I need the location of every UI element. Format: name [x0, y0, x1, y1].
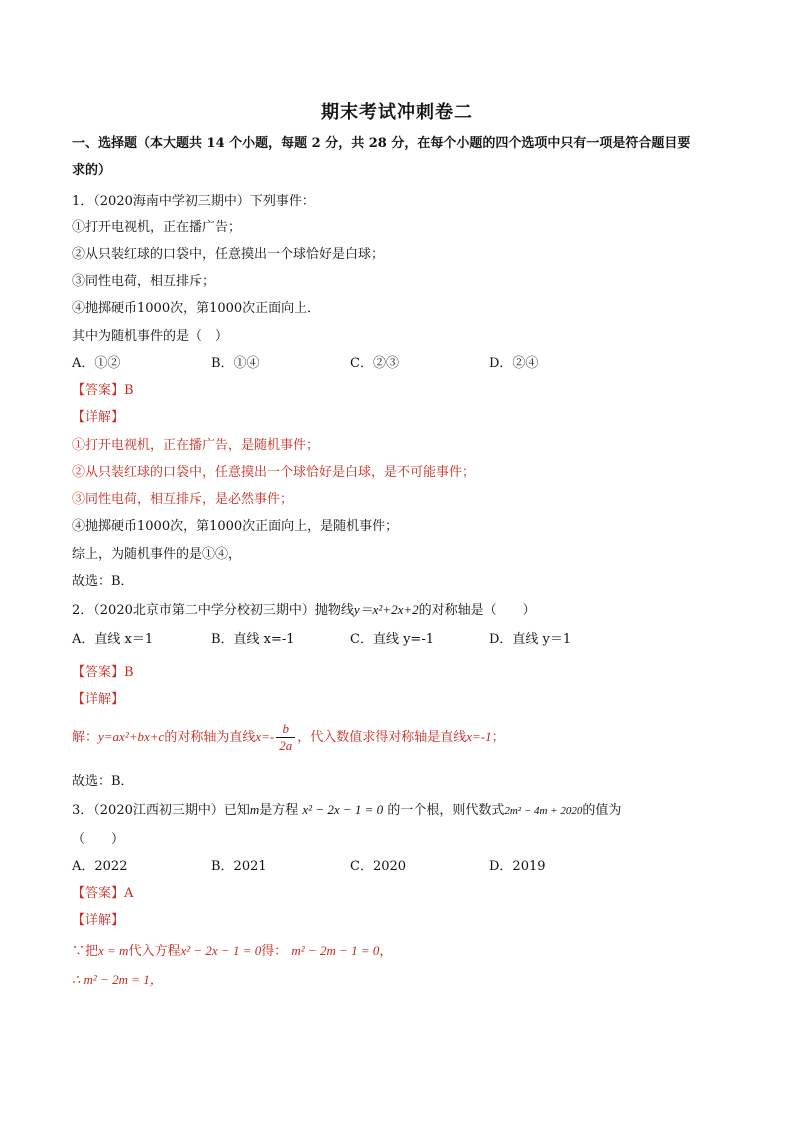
q2-sol-after: ，代入数值求得对称轴是直线	[297, 730, 467, 745]
q3-detail1-prefix: ∵把	[72, 944, 99, 959]
q2-answer	[72, 664, 134, 682]
q3-stem-mid: 是方程	[259, 803, 299, 818]
q1-item-1: ①打开电视机，正在播广告；	[72, 220, 242, 235]
q3-option-d: D．2019	[489, 859, 546, 874]
q3-stem-mid2: 的一个根，则代数式	[387, 803, 505, 818]
q2-stem-suffix: 的对称轴是（ ）	[418, 603, 536, 618]
q2-stem-prefix: 2．（2020北京市第二中学分校初三期中）抛物线	[72, 603, 354, 618]
q3-stem	[72, 801, 621, 820]
q2-option-d: D．直线 y＝1	[489, 632, 572, 647]
answer-label: 【答案】	[72, 383, 125, 398]
q2-stem	[72, 601, 536, 620]
q2-sol-mid: 的对称轴为直线	[164, 730, 256, 745]
q3-stem-suffix: 的值为	[582, 803, 622, 818]
q1-summary: 综上，为随机事件的是①④，	[72, 547, 242, 562]
q1-option-d: D．②④	[489, 356, 539, 371]
q2-sol-formula: y=ax²+bx+c	[98, 729, 165, 744]
q2-option-a: A．直线 x＝1	[72, 632, 154, 647]
q1-option-c: C．②③	[350, 356, 399, 371]
q3-option-a: A．2022	[72, 859, 128, 874]
q1-detail-3: ③同性电荷，相互排斥，是必然事件；	[72, 492, 294, 507]
q2-solution	[72, 720, 505, 755]
section-heading: 一、选择题（本大题共 14 个小题，每题 2 分，共 28 分，在每个小题的四个选项中只有一项是符合题目要	[72, 136, 691, 151]
q3-options	[72, 858, 546, 876]
answer-label: 【答案】	[72, 665, 125, 680]
q3-detail1-result: m² − 2m − 1 = 0	[291, 943, 380, 958]
q3-detail-2: ∴ m² − 2m = 1，	[72, 972, 163, 987]
q1-item-3: ③同性电荷，相互排斥；	[72, 274, 216, 289]
q2-detail-label: 【详解】	[72, 692, 125, 707]
q1-question: 其中为随机事件的是（ ）	[72, 329, 229, 344]
q2-options	[72, 631, 571, 649]
q1-detail-1: ①打开电视机，正在播广告，是随机事件；	[72, 438, 320, 453]
q1-detail-2: ②从只装红球的口袋中，任意摸出一个球恰好是白球，是不可能事件；	[72, 465, 476, 480]
q1-item-2: ②从只装红球的口袋中，任意摸出一个球恰好是白球；	[72, 247, 385, 262]
q3-answer	[72, 885, 133, 903]
q1-detail-4: ④抛掷硬币1000次，第1000次正面向上，是随机事件；	[72, 519, 399, 534]
q3-detail1-sub: x = m	[98, 943, 129, 958]
page-title: 期末考试冲刺卷二	[321, 102, 473, 123]
q3-stem-expression: 2m² − 4m + 2020	[504, 805, 583, 817]
q1-detail-label: 【详解】	[72, 410, 125, 425]
q3-stem-m: m	[249, 802, 260, 817]
q3-detail-label: 【详解】	[72, 913, 125, 928]
q3-answer-value: A	[124, 886, 134, 901]
q3-detail-1	[72, 942, 392, 961]
q1-answer	[72, 382, 134, 400]
q2-option-c: C．直线 y=-1	[350, 632, 434, 647]
q2-stem-formula: y＝x²+2x+2	[353, 602, 419, 617]
q2-answer-value: B	[124, 665, 134, 680]
q3-paren: （ ）	[72, 832, 125, 847]
q1-option-a: A．①②	[72, 356, 121, 371]
q2-sol-prefix: 解：	[72, 730, 99, 745]
q3-detail1-mid2: 得：	[261, 944, 288, 959]
q1-choose: 故选：B．	[72, 574, 134, 589]
answer-label: 【答案】	[72, 886, 125, 901]
q1-option-b: B．①④	[211, 356, 260, 371]
q2-fraction-denominator: 2a	[279, 738, 293, 753]
q1-answer-value: B	[124, 383, 134, 398]
q3-stem-prefix: 3．（2020江西初三期中）已知	[72, 803, 250, 818]
q2-sol-result: x=-1	[466, 729, 492, 744]
q1-stem: 1．（2020海南中学初三期中）下列事件：	[72, 194, 315, 209]
q3-option-b: B．2021	[211, 859, 267, 874]
q2-choose: 故选：B．	[72, 774, 134, 789]
q2-fraction-numerator: b	[276, 721, 295, 738]
section-heading-cont: 求的）	[72, 163, 112, 178]
q1-options	[72, 355, 538, 373]
q3-detail1-mid: 代入方程	[128, 944, 181, 959]
q1-item-4: ④抛掷硬币1000次，第1000次正面向上．	[72, 301, 321, 316]
q2-sol-x: x=-	[255, 729, 275, 744]
q3-detail1-equation: x² − 2x − 1 = 0	[180, 943, 262, 958]
q3-detail1-end: ，	[379, 944, 393, 959]
q3-stem-equation: x² − 2x − 1 = 0	[302, 802, 384, 817]
q2-option-b: B．直线 x=-1	[211, 632, 295, 647]
q2-sol-end: ；	[491, 730, 505, 745]
q3-option-c: C．2020	[350, 859, 407, 874]
q2-fraction	[276, 721, 295, 754]
